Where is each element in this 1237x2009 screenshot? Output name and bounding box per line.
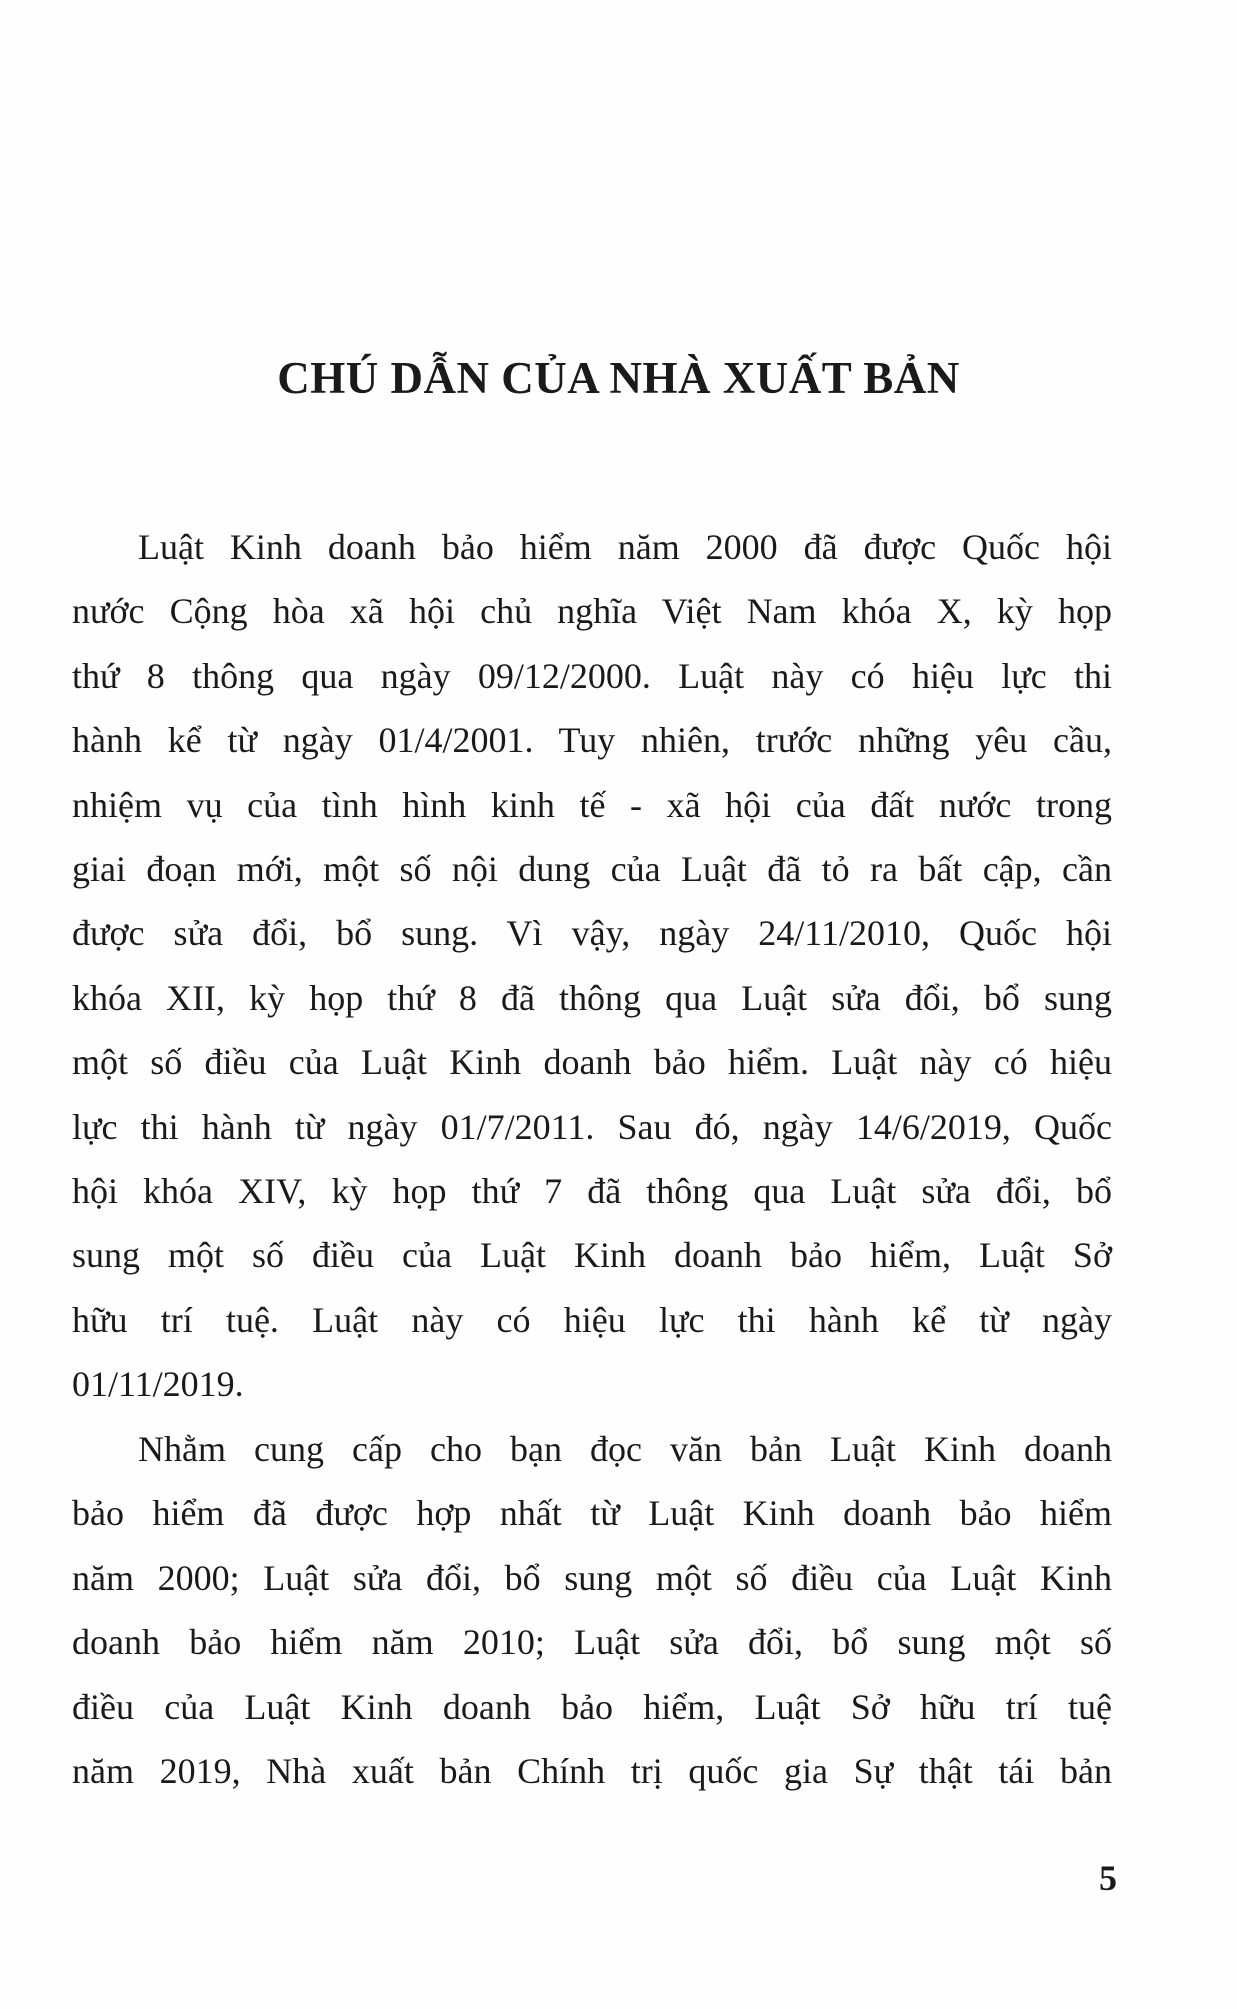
text-line: sung một số điều của Luật Kinh doanh bảo hiểm, Luật Sở <box>72 1235 1112 1276</box>
text-line: 01/11/2019. <box>72 1364 244 1405</box>
text-line: lực thi hành từ ngày 01/7/2011. Sau đó, ngày 14/6/2019, Quốc <box>72 1106 1112 1147</box>
text-line: nước Cộng hòa xã hội chủ nghĩa Việt Nam khóa X, kỳ họp <box>72 591 1112 632</box>
text-line: hữu trí tuệ. Luật này có hiệu lực thi hành kể từ ngày <box>72 1299 1112 1340</box>
text-line: hội khóa XIV, kỳ họp thứ 7 đã thông qua Luật sửa đổi, bổ <box>72 1170 1112 1211</box>
text-line: thứ 8 thông qua ngày 09/12/2000. Luật này có hiệu lực thi <box>72 655 1112 696</box>
text-line: khóa XII, kỳ họp thứ 8 đã thông qua Luật sửa đổi, bổ sung <box>72 977 1112 1018</box>
text-line: năm 2019, Nhà xuất bản Chính trị quốc gia Sự thật tái bản <box>72 1750 1112 1791</box>
text-line: một số điều của Luật Kinh doanh bảo hiểm. Luật này có hiệu <box>72 1042 1112 1083</box>
text-line: giai đoạn mới, một số nội dung của Luật đã tỏ ra bất cập, cần <box>72 848 1112 889</box>
text-line: nhiệm vụ của tình hình kinh tế - xã hội của đất nước trong <box>72 784 1112 825</box>
text-line: bảo hiểm đã được hợp nhất từ Luật Kinh doanh bảo hiểm <box>72 1493 1112 1534</box>
text-line: doanh bảo hiểm năm 2010; Luật sửa đổi, bổ sung một số <box>72 1622 1112 1663</box>
page-number: 5 <box>1099 1858 1117 1898</box>
text-line: Nhằm cung cấp cho bạn đọc văn bản Luật Kinh doanh <box>138 1429 1112 1469</box>
text-line: Luật Kinh doanh bảo hiểm năm 2000 đã được Quốc hội <box>138 527 1112 567</box>
text-line: hành kể từ ngày 01/4/2001. Tuy nhiên, trước những yêu cầu, <box>72 720 1112 761</box>
paragraph-2 <box>72 1417 1112 1803</box>
text-line: được sửa đổi, bổ sung. Vì vậy, ngày 24/11/2010, Quốc hội <box>72 913 1112 954</box>
text-line: năm 2000; Luật sửa đổi, bổ sung một số điều của Luật Kinh <box>72 1557 1112 1598</box>
paragraph-1 <box>72 515 1112 1416</box>
page-heading: CHÚ DẪN CỦA NHÀ XUẤT BẢN <box>277 353 960 403</box>
text-line: điều của Luật Kinh doanh bảo hiểm, Luật Sở hữu trí tuệ <box>72 1686 1112 1727</box>
